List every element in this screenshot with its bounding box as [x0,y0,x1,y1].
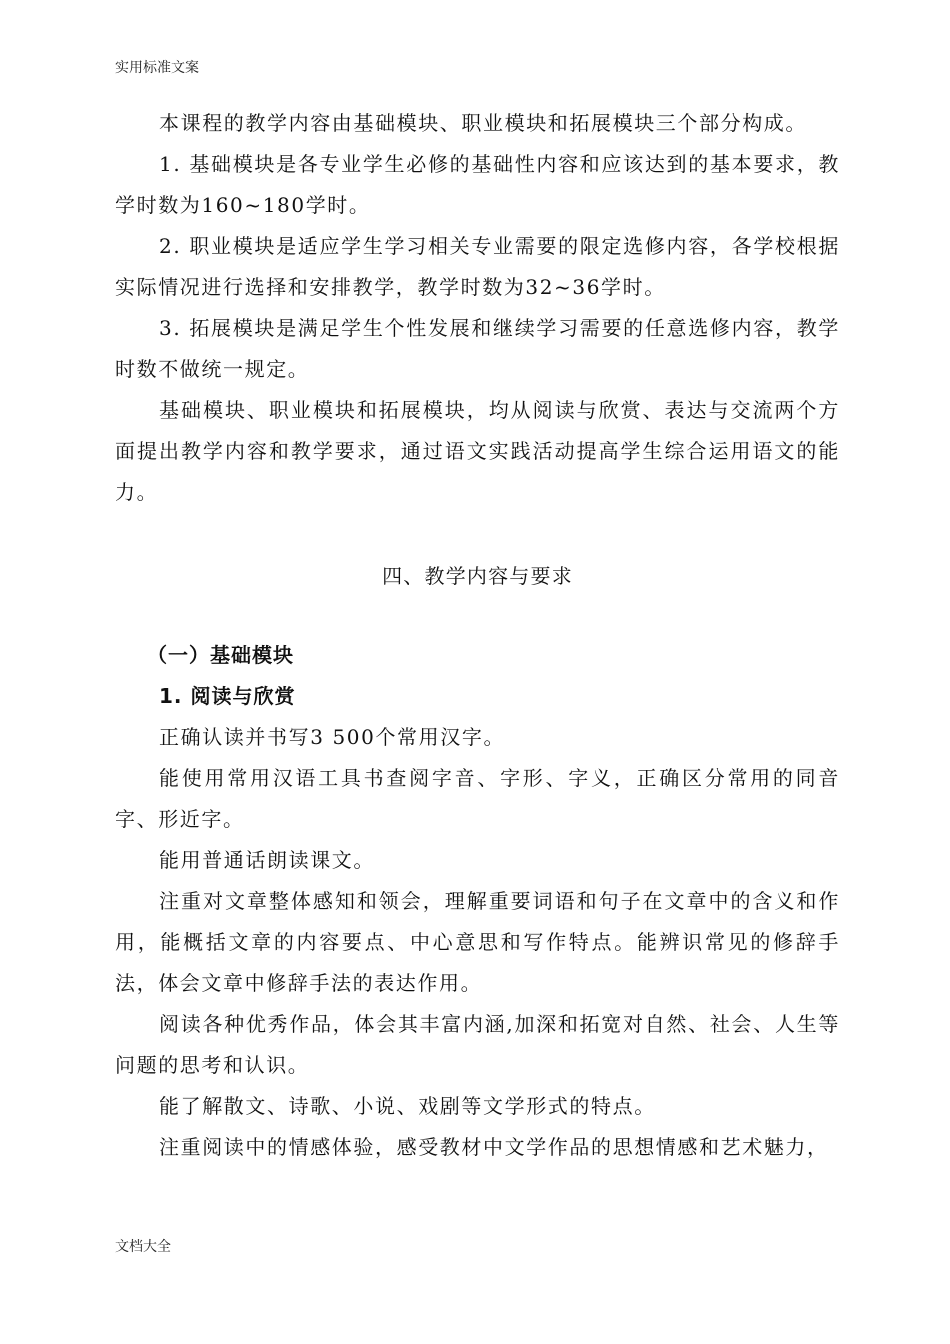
subsection-heading: （一）基础模块 [147,643,294,667]
intro-paragraph: 1. 基础模块是各专业学生必修的基础性内容和应该达到的基本要求，教学时数为160~180学时。 [115,152,840,217]
document-body [115,103,840,1168]
intro-paragraph: 本课程的教学内容由基础模块、职业模块和拓展模块三个部分构成。 [159,111,807,135]
section-title: 四、教学内容与要求 [382,564,573,588]
body-paragraph: 能使用常用汉语工具书查阅字音、字形、字义，正确区分常用的同音字、形近字。 [115,766,840,831]
body-paragraph: 能了解散文、诗歌、小说、戏剧等文学形式的特点。 [159,1094,656,1118]
body-paragraph: 能用普通话朗读课文。 [159,848,375,872]
body-paragraph: 阅读各种优秀作品，体会其丰富内涵,加深和拓宽对自然、社会、人生等问题的思考和认识。 [115,1012,840,1077]
page-footer: 文档大全 [115,1239,171,1255]
spacer [115,513,840,556]
intro-paragraph: 2. 职业模块是适应学生学习相关专业需要的限定选修内容，各学校根据实际情况进行选择和安排教学，教学时数为32~36学时。 [115,234,840,299]
intro-paragraph: 基础模块、职业模块和拓展模块，均从阅读与欣赏、表达与交流两个方面提出教学内容和教学要求，通过语文实践活动提高学生综合运用语文的能力。 [115,398,840,504]
subheading: 1. 阅读与欣赏 [159,684,296,708]
page-header: 实用标准文案 [115,60,199,76]
body-paragraph: 注重阅读中的情感体验，感受教材中文学作品的思想情感和艺术魅力， [159,1135,829,1159]
body-paragraph: 正确认读并书写3 500个常用汉字。 [159,725,506,749]
intro-paragraph: 3. 拓展模块是满足学生个性发展和继续学习需要的任意选修内容，教学时数不做统一规定。 [115,316,840,381]
body-paragraph: 注重对文章整体感知和领会，理解重要词语和句子在文章中的含义和作用，能概括文章的内容要点、中心意思和写作特点。能辨识常见的修辞手法，体会文章中修辞手法的表达作用。 [115,889,840,995]
spacer [115,597,840,635]
